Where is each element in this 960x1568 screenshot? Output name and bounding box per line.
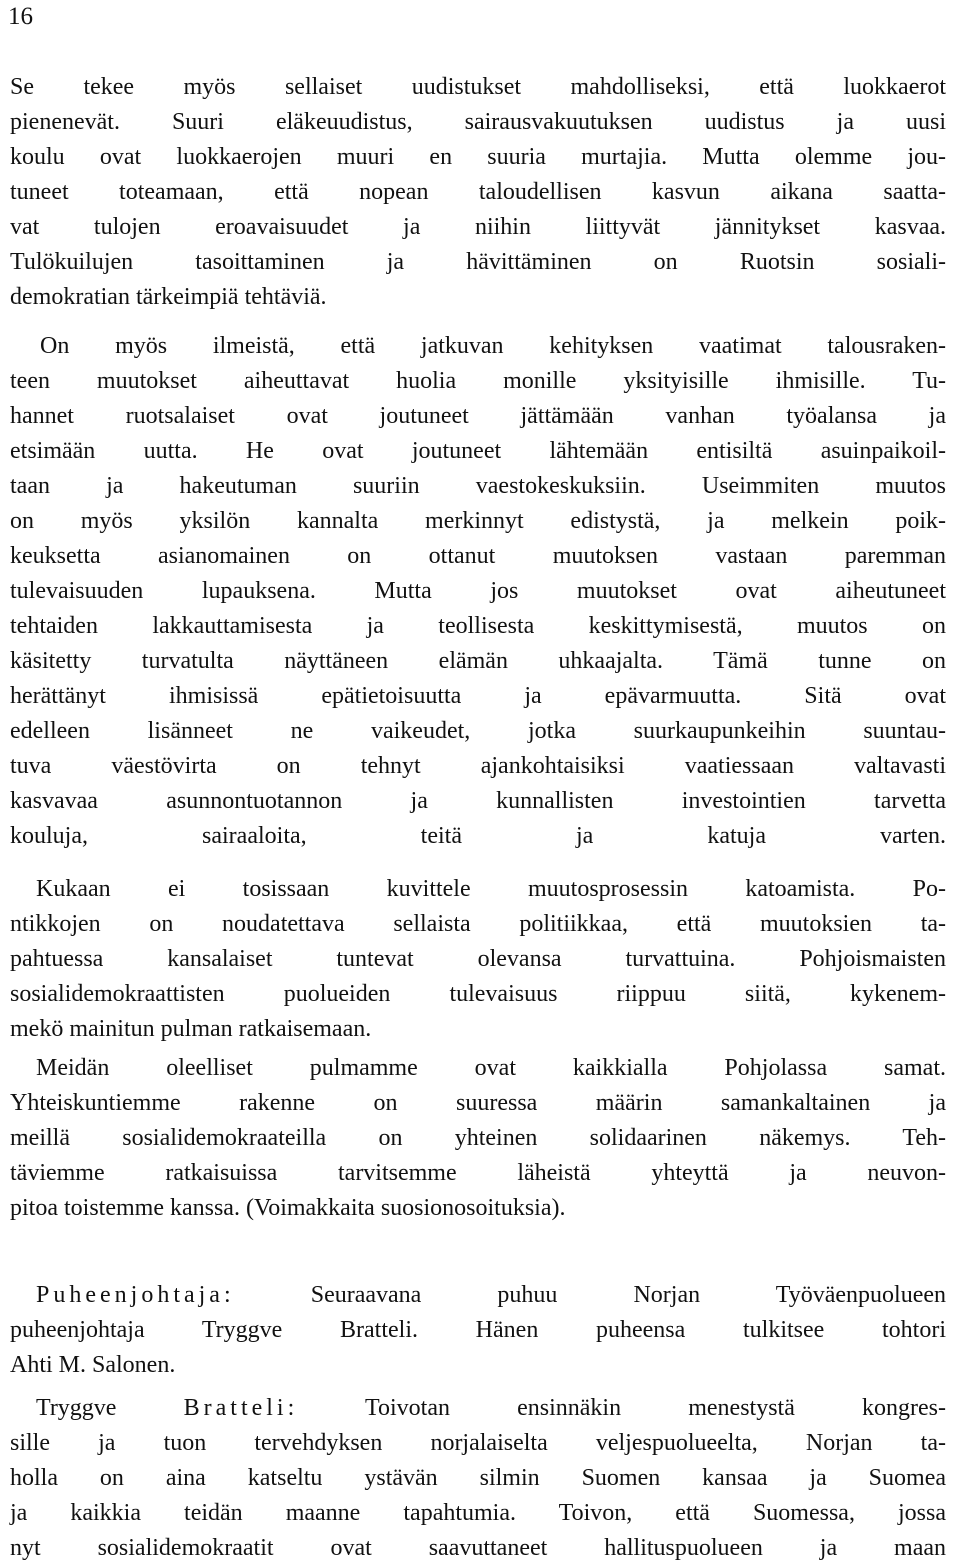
text-line: Se tekee myös sellaiset uudistukset mahdolliseksi, että luokkaerot [10, 74, 946, 100]
paragraph-2 [10, 329, 946, 889]
text-line: ja kaikkia teidän maanne tapahtumia. Toivon, että Suomessa, jossa [10, 1500, 946, 1526]
text-line: tehtaiden lakkauttamisesta ja teollisesta keskittymisestä, muutos on [10, 613, 946, 639]
text-line: kasvavaa asunnontuotannon ja kunnallisten investointien tarvetta [10, 788, 946, 814]
text-line: pitoa toistemme kanssa. (Voimakkaita suosionosoituksia). [10, 1195, 566, 1221]
text-line: holla on aina katseltu ystävän silmin Suomen kansaa ja Suomea [10, 1465, 946, 1491]
text-line: Kukaan ei tosissaan kuvittele muutosprosessin katoamista. Po- [36, 876, 946, 902]
paragraph-1 [10, 70, 946, 315]
text-line: Meidän oleelliset pulmamme ovat kaikkialla Pohjolassa samat. [36, 1055, 946, 1081]
speaker-name: Puheenjohtaja: [36, 1282, 235, 1308]
text-line: keuksetta asianomainen on ottanut muutoksen vastaan paremman [10, 543, 946, 569]
text-line: pahtuessa kansalaiset tuntevat olevansa turvattuina. Pohjoismaisten [10, 946, 946, 972]
speech-chairman [10, 1278, 946, 1383]
speaker-first-name: Tryggve [36, 1395, 117, 1421]
speech-text: Toivotan ensinnäkin menestystä kongres- [365, 1395, 947, 1421]
text-line: tuneet toteamaan, että nopean taloudellisen kasvun aikana saatta- [10, 179, 946, 205]
text-line: edelleen lisänneet ne vaikeudet, jotka suurkaupunkeihin suuntau- [10, 718, 946, 744]
text-line: sille ja tuon tervehdyksen norjalaiselta veljespuolueelta, Norjan ta- [10, 1430, 946, 1456]
paragraph-4 [10, 1051, 946, 1226]
text-line: tuva väestövirta on tehnyt ajankohtaisiksi vaatiessaan valtavasti [10, 753, 946, 779]
text-line: nyt sosialidemokraatit ovat saavuttaneet hallituspuolueen ja maan [10, 1535, 946, 1561]
speech-bratteli [10, 1391, 946, 1566]
text-line: käsitetty turvatulta näyttäneen elämän uhkaajalta. Tämä tunne on [10, 648, 946, 674]
text-line: Ahti M. Salonen. [10, 1352, 176, 1378]
text-line: tulevaisuuden lupauksena. Mutta jos muutokset ovat aiheutuneet [10, 578, 946, 604]
text-line: on myös yksilön kannalta merkinnyt edistystä, ja melkein poik- [10, 508, 946, 534]
text-line: taan ja hakeutuman suuriin vaestokeskuksiin. Useimmiten muutos [10, 473, 946, 499]
text-line: sosialidemokraattisten puolueiden tulevaisuus riippuu siitä, kykenem- [10, 981, 946, 1007]
speech-text: Seuraavana puhuu Norjan Työväenpuolueen [310, 1282, 947, 1308]
speaker-last-name: Bratteli: [183, 1395, 299, 1421]
page-number: 16 [8, 3, 33, 30]
text-line: On myös ilmeistä, että jatkuvan kehityksen vaatimat talousraken- [40, 333, 946, 359]
text-line: meillä sosialidemokraateilla on yhteinen solidaarinen näkemys. Teh- [10, 1125, 946, 1151]
text-line: ntikkojen on noudatettava sellaista politiikkaa, että muutoksien ta- [10, 911, 946, 937]
text-line: Tulökuilujen tasoittaminen ja hävittäminen on Ruotsin sosiali- [10, 249, 946, 275]
text-line: teen muutokset aiheuttavat huolia monille yksityisille ihmisille. Tu- [10, 368, 946, 394]
paragraph-3 [10, 872, 946, 1047]
text-line: vat tulojen eroavaisuudet ja niihin liittyvät jännitykset kasvaa. [10, 214, 946, 240]
text-line: herättänyt ihmisissä epätietoisuutta ja epävarmuutta. Sitä ovat [10, 683, 946, 709]
text-line: koulu ovat luokkaerojen muuri en suuria murtajia. Mutta olemme jou- [10, 144, 946, 170]
speech-first-line [10, 1391, 946, 1426]
text-line: demokratian tärkeimpiä tehtäviä. [10, 284, 327, 310]
text-line: täviemme ratkaisuissa tarvitsemme läheistä yhteyttä ja neuvon- [10, 1160, 946, 1186]
text-line: hannet ruotsalaiset ovat joutuneet jättämään vanhan työalansa ja [10, 403, 946, 429]
text-line: etsimään uutta. He ovat joutuneet lähtemään entisiltä asuinpaikoil- [10, 438, 946, 464]
text-line: pienenevät. Suuri eläkeuudistus, sairausvakuutuksen uudistus ja uusi [10, 109, 946, 135]
speech-first-line [10, 1278, 946, 1313]
text-line: puheenjohtaja Tryggve Bratteli. Hänen puheensa tulkitsee tohtori [10, 1317, 946, 1343]
text-line: Yhteiskuntiemme rakenne on suuressa määrin samankaltainen ja [10, 1090, 946, 1116]
text-line: mekö mainitun pulman ratkaisemaan. [10, 1016, 372, 1042]
text-line: kouluja, sairaaloita, teitä ja katuja varten. [10, 823, 946, 849]
